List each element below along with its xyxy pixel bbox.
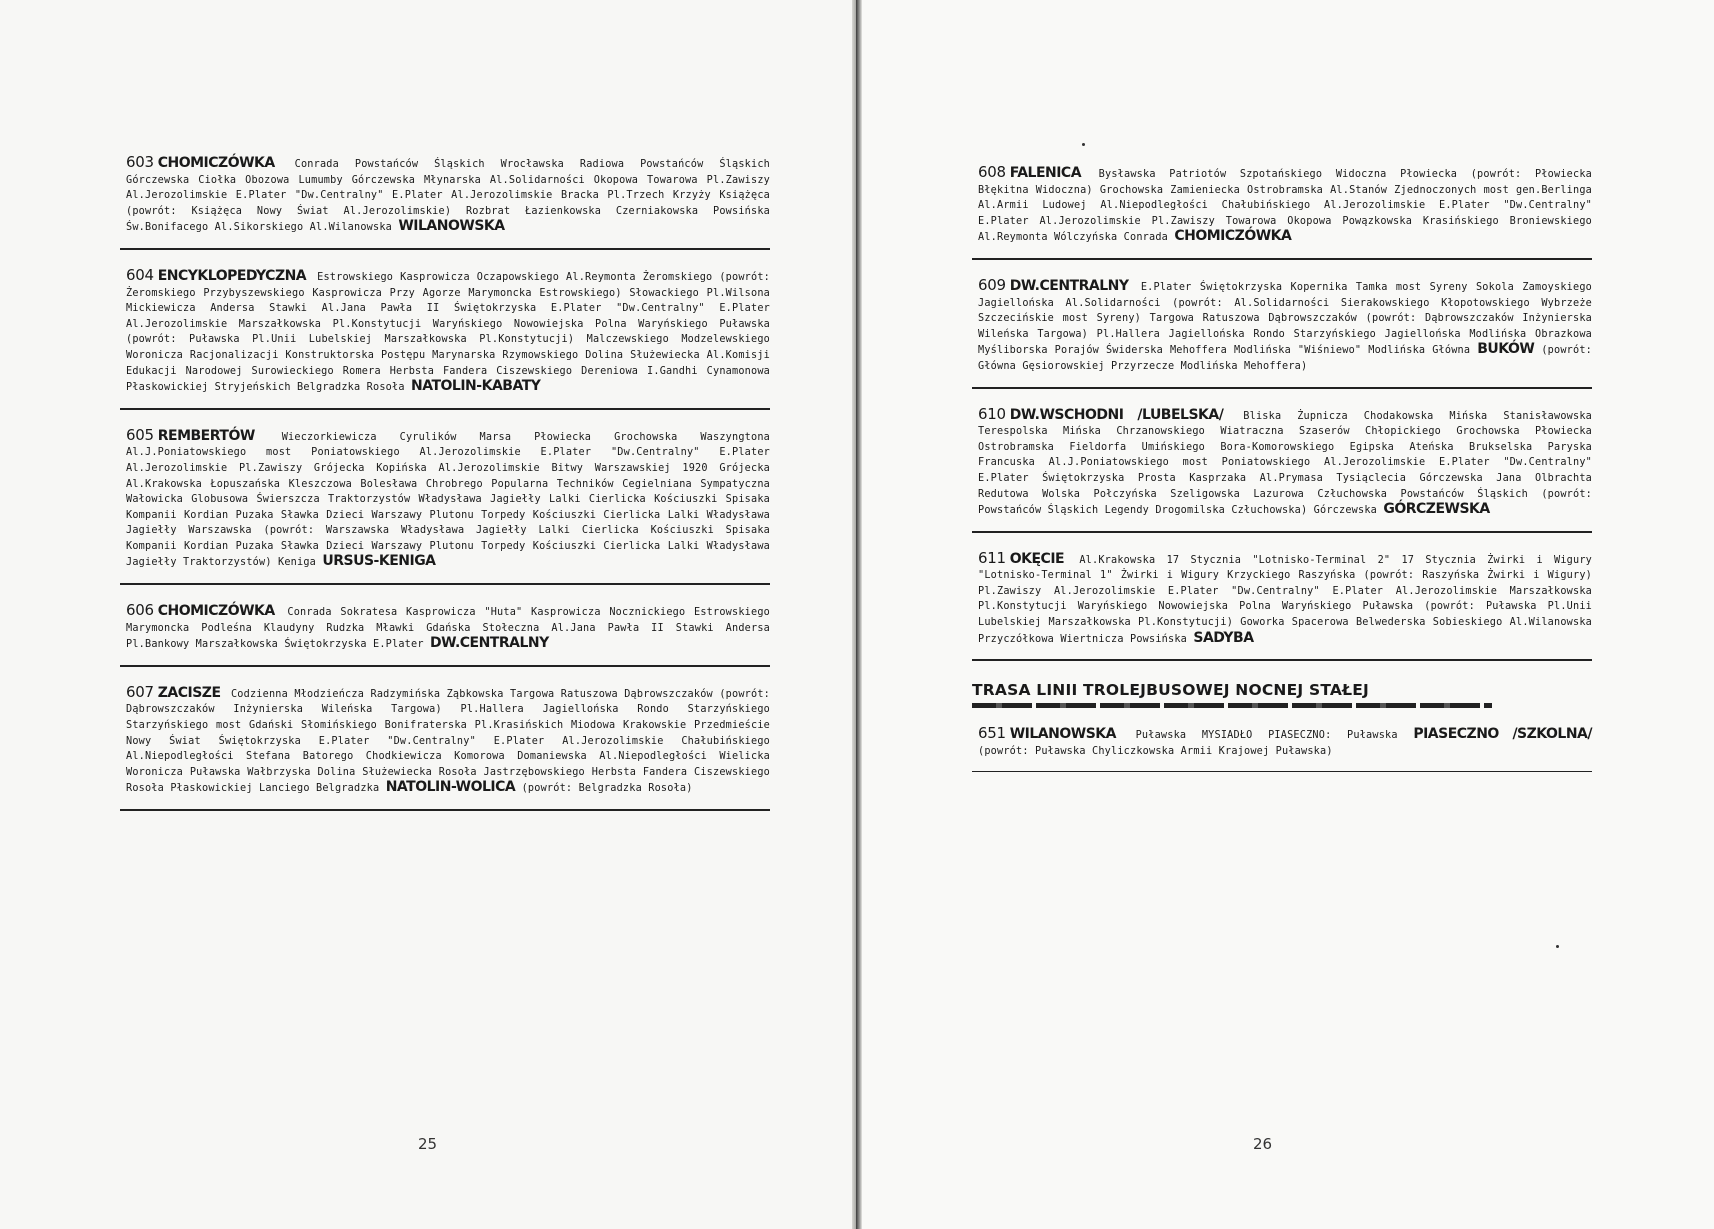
route-number: 608 — [978, 163, 1006, 181]
route-streets: Wieczorkiewicza Cyrulików Marsa Płowiecka Grochowska Waszyngtona Al.J.Poniatowskiego most Poniatowskiego Al.Jerozolimskie E.Plater "Dw.Centralny" E.Plater Al.Jerozolimskie Pl.Zawiszy Grójecka Kopińska Al.Jerozolimskie Bitwy Warszawskiej 1920 Grójecka Al.Krakowska Łopuszańska Kleszczowa Bolesława Chrobrego Popularna Techników Cegielniana Sympatyczna Wałowicka Globusowa Świerszcza Traktorzystów Władysława Jagiełły Lalki Cierlicka Kościuszki Spisaka Kompanii Kordian Puzaka Sławka Dzieci Warszawy Plutonu Torpedy Kościuszki Cierlicka Lalki Władysława Jagiełły Warszawska (powrót: Warszawska Władysława Jagiełły Lalki Cierlicka Kościuszki Spisaka Kompanii Kordian Puzaka Sławka Dzieci Warszawy Plutonu Torpedy Kościuszki Cierlicka Lalki Władysława Jagiełły Traktorzystów) Keniga — [126, 431, 770, 569]
route-streets: Codzienna Młodzieńcza Radzymińska Ząbkowska Targowa Ratuszowa Dąbrowszczaków (powrót: Dąbrowszczaków Inżynierska Wileńska Targowa) Pl.Hallera Jagiellońska Rondo Starzyńskiego Starzyńskiego most Gdański Słomińskiego Bonifraterska Pl.Krasińskich Miodowa Krakowskie Przedmieście Nowy Świat Świętokrzyska E.Plater "Dw.Centralny" E.Plater Al.Jerozolimskie Chałubińskiego Al.Niepodległości Stefana Batorego Chodkiewicza Komorowa Domaniewska Al.Niepodległości Wielicka Woronicza Puławska Wałbrzyska Dolina Służewiecka Rosoła Jastrzębowskiego Herbsta Fandera Ciszewskiego Rosoła Płaskowickiej Lanciego Belgradzka — [126, 688, 770, 795]
route-607 — [120, 682, 770, 797]
route-number: 651 — [978, 724, 1006, 743]
route-number: 603 — [126, 153, 154, 171]
route-terminus: SADYBA — [1193, 629, 1254, 646]
route-605 — [120, 425, 770, 571]
route-return-note: (powrót: Puławska Chyliczkowska Armii Krajowej Puławska) — [978, 745, 1333, 757]
route-number: 604 — [126, 265, 154, 284]
route-606 — [120, 603, 770, 653]
route-name: WILANOWSKA — [1009, 726, 1116, 743]
route-604 — [120, 265, 771, 396]
route-609 — [972, 275, 1593, 375]
route-streets: Bliska Żupnicza Chodakowska Mińska Stanisławowska Terespolska Mińska Chrzanowskiego Wiatraczna Szaserów Chłopickiego Grochowska Płowiecka Ostrobramska Fieldorfa Umińskiego Bora-Komorowskiego Egipska Ateńska Brukselska Paryska Francuska Al.J.Poniatowskiego most Poniatowskiego Al.Jerozolimskie E.Plater "Dw.Centralny" E.Plater Świętokrzyska Prosta Kasprzaka Al.Prymasa Tysiąclecia Górczewska Jana Olbrachta Redutowa Wolska Połczyńska Szeligowska Lazurowa Człuchowska Powstańców Śląskich (powrót: Powstańców Śląskich Legendy Drogomilska Człuchowska) Górczewska — [978, 410, 1592, 517]
route-return-note: (powrót: Główna Gęsiorowskiej Przyrzecze Modlińska Mehoffera) — [978, 345, 1593, 372]
route-streets: Al.Krakowska 17 Stycznia "Lotnisko-Terminal 2" 17 Stycznia Żwirki i Wigury "Lotnisko-Terminal 1" Żwirki i Wigury Krzyckiego Raszyńska (powrót: Raszyńska Żwirki i Wigury) Pl.Zawiszy Al.Jerozolimskie E.Plater "Dw.Centralny" E.Plater Al.Jerozolimskie Marszałkowska Pl.Konstytucji Waryńskiego Nowowiejska Polna Waryńskiego Puławska (powrót: Puławska Pl.Unii Lubelskiej Marszałkowska Pl.Konstytucji) Goworka Spacerowa Belwederska Sobieskiego Al.Wilanowska Przyczółkowa Wiertnicza Powsińska — [978, 554, 1593, 645]
route-name: OKĘCIE — [1009, 550, 1065, 567]
route-streets: Puławska MYSIADŁO PIASECZNO: Puławska — [1135, 730, 1398, 742]
page-number-left: 25 — [418, 1135, 438, 1153]
route-return-note: (powrót: Belgradzka Rosoła) — [521, 783, 693, 795]
route-terminus: GÓRCZEWSKA — [1383, 501, 1490, 518]
route-name: DW.WSCHODNI /LUBELSKA/ — [1009, 406, 1224, 423]
left-route-column — [120, 155, 770, 829]
route-streets: E.Plater Świętokrzyska Kopernika Tamka most Syreny Sokola Zamoyskiego Jagiellońska Al.Solidarności (powrót: Al.Solidarności Sierakowskiego Kłopotowskiego Wybrzeże Szczecińskie most Syreny) Targowa Ratuszowa Dąbrowszczaków (powrót: Dąbrowszczaków Inżynierska Wileńska Targowa) Pl.Hallera Jagiellońska Rondo Starzyńskiego Jagiellońska Modlińska Obrazkowa Myśliborska Porajów Świderska Mehoffera Modlińska "Wiśniewo" Modlińska Główna — [978, 281, 1592, 357]
page-number-right: 26 — [1253, 1135, 1273, 1153]
right-route-column — [972, 165, 1592, 790]
route-terminus: WILANOWSKA — [398, 218, 505, 235]
route-terminus: CHOMICZÓWKA — [1174, 228, 1292, 245]
route-name: CHOMICZÓWKA — [157, 155, 275, 171]
book-spine — [856, 0, 862, 1229]
section-title: TRASA LINII TROLEJBUSOWEJ NOCNEJ STAŁEJ — [972, 681, 1369, 700]
route-streets: Conrada Sokratesa Kasprowicza "Huta" Kasprowicza Nocznickiego Estrowskiego Marymoncka Podleśna Klaudyny Rudzka Mławki Gdańska Stołeczna Al.Jana Pawła II Stawki Andersa Pl.Bankowy Marszałkowska Świętokrzyska E.Plater — [126, 607, 770, 651]
speck — [1556, 945, 1559, 948]
divider — [120, 248, 770, 250]
route-number: 606 — [126, 601, 154, 620]
route-610 — [972, 404, 1592, 519]
divider — [972, 531, 1592, 533]
divider — [120, 665, 770, 667]
divider — [120, 408, 770, 410]
route-number: 610 — [978, 404, 1006, 423]
route-number: 607 — [126, 682, 154, 701]
route-terminus: NATOLIN-KABATY — [411, 378, 541, 395]
route-streets: Estrowskiego Kasprowicza Oczapowskiego Al.Reymonta Żeromskiego (powrót: Żeromskiego Przybyszewskiego Kasprowicza Przy Agorze Marymoncka Estrowskiego) Słowackiego Pl.Wilsona Mickiewicza Andersa Stawki Al.Jana Pawła II Świętokrzyska E.Plater "Dw.Centralny" E.Plater Al.Jerozolimskie Marszałkowska Pl.Konstytucji Waryńskiego Nowowiejska Polna Waryńskiego Puławska (powrót: Puławska Pl.Unii Lubelskiej Marszałkowska Pl.Konstytucji) Malczewskiego Modzelewskiego Woronicza Racjonalizacji Konstruktorska Postępu Marynarska Rzymowskiego Dolina Służewiecka Al.Komisji Edukacji Narodowej Surowieckiego Romera Herbsta Fandera Ciszewskiego Dereniowa I.Gandhi Cynamonowa Płaskowickiej Stryjeńskich Belgradzka Rosoła — [126, 271, 771, 394]
route-name: REMBERTÓW — [157, 427, 255, 444]
divider — [972, 258, 1592, 260]
route-terminus: BUKÓW — [1477, 341, 1535, 358]
divider — [972, 771, 1592, 772]
divider — [120, 809, 770, 811]
route-651 — [972, 726, 1592, 759]
divider — [120, 583, 770, 585]
route-608 — [972, 165, 1592, 246]
route-name: DW.CENTRALNY — [1009, 277, 1129, 294]
route-streets: Bysławska Patriotów Szpotańskiego Widoczna Płowiecka (powrót: Płowiecka Błękitna Widoczna) Grochowska Zamieniecka Ostrobramska Al.Stanów Zjednoczonych most gen.Berlinga Al.Armii Ludowej Al.Niepodległości Chałubińskiego Al.Jerozolimskie E.Plater "Dw.Centralny" E.Plater Al.Jerozolimskie Pl.Zawiszy Towarowa Okopowa Powązkowska Krasińskiego Broniewskiego Al.Reymonta Wólczyńska Conrada — [978, 169, 1593, 244]
route-name: FALENICA — [1009, 165, 1082, 181]
route-number: 609 — [978, 275, 1006, 294]
route-603 — [120, 155, 770, 236]
route-number: 611 — [978, 548, 1006, 567]
route-terminus: DW.CENTRALNY — [430, 635, 549, 652]
speck — [1082, 143, 1085, 146]
route-terminus: URSUS-KENIGA — [322, 553, 436, 570]
divider — [972, 659, 1592, 661]
route-terminus: NATOLIN-WOLICA — [385, 779, 516, 796]
route-number: 605 — [126, 425, 154, 444]
route-name: ZACISZE — [157, 684, 221, 701]
route-terminus: PIASECZNO /SZKOLNA/ — [1413, 726, 1592, 743]
section-title-underline — [972, 703, 1492, 708]
route-name: ENCYKLOPEDYCZNA — [157, 267, 307, 284]
route-streets: Conrada Powstańców Śląskich Wrocławska Radiowa Powstańców Śląskich Górczewska Ciołka Obozowa Lumumby Górczewska Młynarska Al.Solidarności Okopowa Towarowa Pl.Zawiszy Al.Jerozolimskie E.Plater "Dw.Centralny" E.Plater Al.Jerozolimskie Bracka Pl.Trzech Krzyży Książęca (powrót: Książęca Nowy Świat Al.Jerozolimskie) Rozbrat Łazienkowska Czerniakowska Powsińska Św.Bonifacego Al.Sikorskiego Al.Wilanowska — [126, 159, 770, 234]
route-611 — [972, 548, 1593, 648]
route-name: CHOMICZÓWKA — [157, 603, 275, 620]
divider — [972, 387, 1592, 389]
